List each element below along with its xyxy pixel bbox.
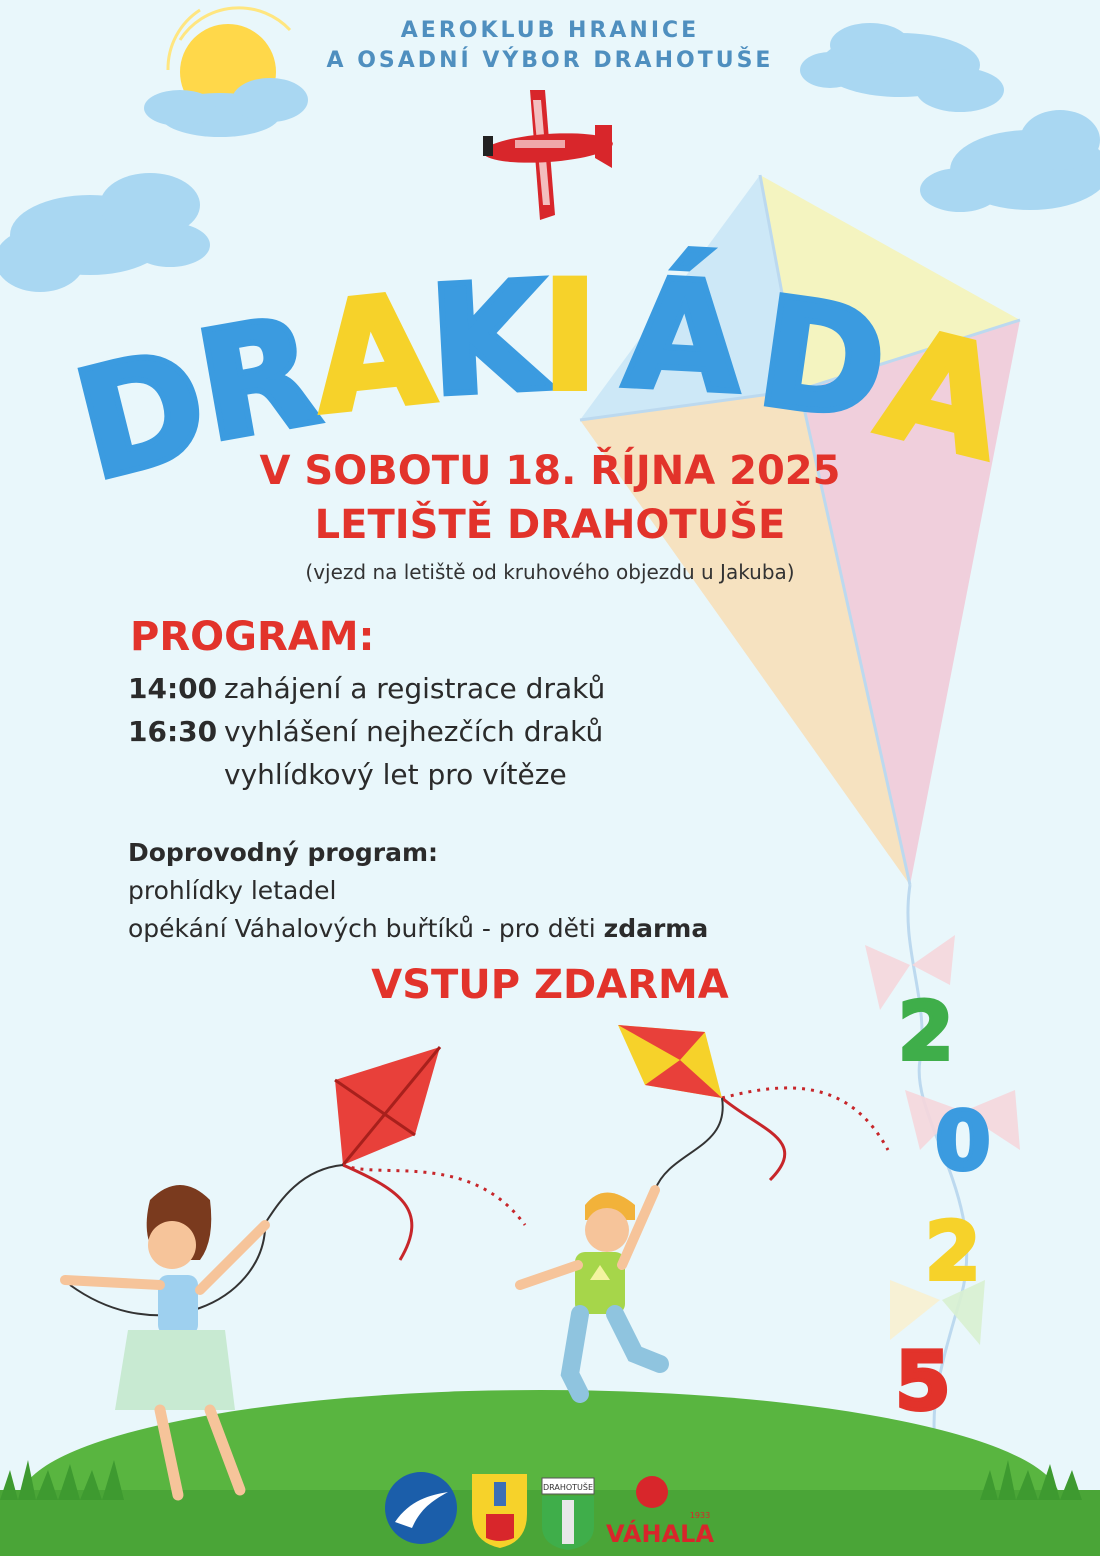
side-program-text: opékání Váhalových buřtíků - pro děti <box>128 914 604 943</box>
program-item <box>128 672 605 705</box>
program-text: zahájení a registrace draků <box>224 672 606 705</box>
title-letter: A <box>306 262 440 448</box>
vahala-logo-text: VÁHALA <box>605 1520 715 1548</box>
program-text: vyhlídkový let pro vítěze <box>224 758 567 791</box>
red-kite-illustration <box>70 1047 525 1315</box>
year-digit: 5 <box>895 1335 951 1428</box>
title-letter: A <box>865 296 1021 494</box>
event-date: V SOBOTU 18. ŘÍJNA 2025 <box>259 448 841 494</box>
year-digit: 2 <box>925 1205 981 1298</box>
title-letter: I <box>542 250 598 424</box>
hranice-coat-of-arms <box>472 1474 527 1548</box>
drahotuse-coat-of-arms <box>542 1478 594 1550</box>
cloud-icon <box>920 110 1100 212</box>
yellow-kite-illustration <box>618 1025 888 1190</box>
organizer-line-1: AEROKLUB HRANICE <box>400 18 700 43</box>
year-digit: 2 <box>898 985 954 1078</box>
side-program-item: prohlídky letadel <box>128 876 337 905</box>
program-item <box>128 715 603 748</box>
sponsor-logos <box>0 1470 1100 1550</box>
title-letter: D <box>60 315 224 515</box>
title-letter: D <box>748 265 897 455</box>
airplane-icon <box>482 90 614 220</box>
boy-illustration <box>520 1190 660 1394</box>
year-digit: 0 <box>935 1095 991 1188</box>
event-place: LETIŠTĚ DRAHOTUŠE <box>314 502 786 548</box>
aeroklub-logo <box>385 1472 457 1544</box>
title-letter: Á <box>620 247 746 427</box>
program-time: 16:30 <box>128 715 218 748</box>
program-item <box>128 758 567 791</box>
vahala-logo <box>606 1476 714 1548</box>
program-time: 14:00 <box>128 672 218 705</box>
title-letter: K <box>425 250 551 430</box>
side-program-heading: Doprovodný program: <box>128 838 439 867</box>
side-program-bold: zdarma <box>603 914 709 943</box>
event-directions: (vjezd na letiště od kruhového objezdu u Jakuba) <box>305 560 795 584</box>
title-letter: R <box>185 284 330 476</box>
organizer-line-2: A OSADNÍ VÝBOR DRAHOTUŠE <box>326 48 774 73</box>
program-heading: PROGRAM: <box>130 614 375 660</box>
drahotuse-logo-text: DRAHOTUŠE <box>542 1483 594 1492</box>
organizers-heading <box>0 16 1100 76</box>
entry-free-banner: VSTUP ZDARMA <box>371 962 729 1008</box>
side-program-item <box>128 914 708 943</box>
program-text: vyhlášení nejhezčích draků <box>224 715 604 748</box>
vahala-logo-year: 1933 <box>689 1511 711 1520</box>
